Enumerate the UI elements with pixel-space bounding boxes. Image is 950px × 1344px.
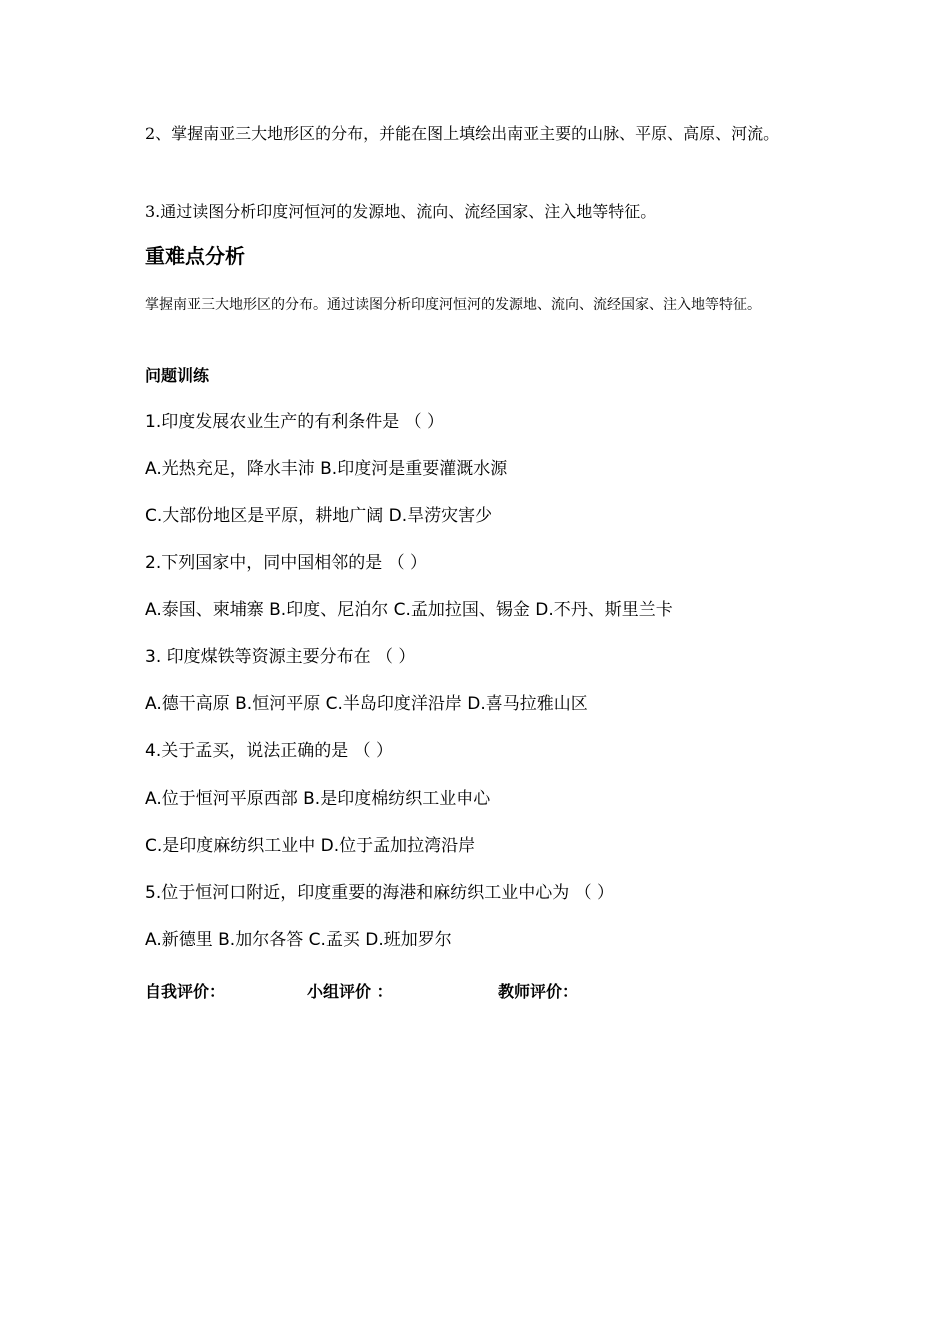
question-2-options: A.泰国、柬埔寨 B.印度、尼泊尔 C.孟加拉国、锡金 D.不丹、斯里兰卡 — [145, 600, 673, 620]
question-4: 4.关于孟买，说法正确的是 （ ） — [145, 741, 394, 761]
question-5: 5.位于恒河口附近，印度重要的海港和麻纺织工业中心为 （ ） — [145, 883, 615, 903]
question-3-options: A.德干高原 B.恒河平原 C.半岛印度洋沿岸 D.喜马拉雅山区 — [145, 694, 588, 714]
question-2: 2.下列国家中，同中国相邻的是 （ ） — [145, 553, 428, 573]
analysis-text: 掌握南亚三大地形区的分布。通过读图分析印度河恒河的发源地、流向、流经国家、注入地等特征。 — [145, 297, 761, 313]
question-3: 3. 印度煤铁等资源主要分布在 （ ） — [145, 647, 416, 667]
teacher-evaluation-label: 教师评价： — [498, 982, 579, 1001]
question-4-options-cd: C.是印度麻纺织工业中 D.位于孟加拉湾沿岸 — [145, 836, 476, 856]
question-1-options-ab: A.光热充足，降水丰沛 B.印度河是重要灌溉水源 — [145, 459, 508, 479]
practice-heading: 问题训练 — [145, 366, 210, 385]
question-1: 1.印度发展农业生产的有利条件是 （ ） — [145, 412, 445, 432]
analysis-heading: 重难点分析 — [145, 244, 245, 268]
objective-3: 3.通过读图分析印度河恒河的发源地、流向、流经国家、注入地等特征。 — [145, 202, 657, 221]
self-evaluation-label: 自我评价： — [145, 982, 226, 1001]
objective-2: 2、掌握南亚三大地形区的分布，并能在图上填绘出南亚主要的山脉、平原、高原、河流。 — [145, 124, 780, 143]
group-evaluation-label: 小组评价 ： — [307, 982, 393, 1001]
question-1-options-cd: C.大部份地区是平原，耕地广阔 D.旱涝灾害少 — [145, 506, 493, 526]
question-5-options: A.新德里 B.加尔各答 C.孟买 D.班加罗尔 — [145, 930, 452, 950]
question-4-options-ab: A.位于恒河平原西部 B.是印度棉纺织工业申心 — [145, 789, 491, 809]
evaluation-row — [145, 981, 825, 1003]
